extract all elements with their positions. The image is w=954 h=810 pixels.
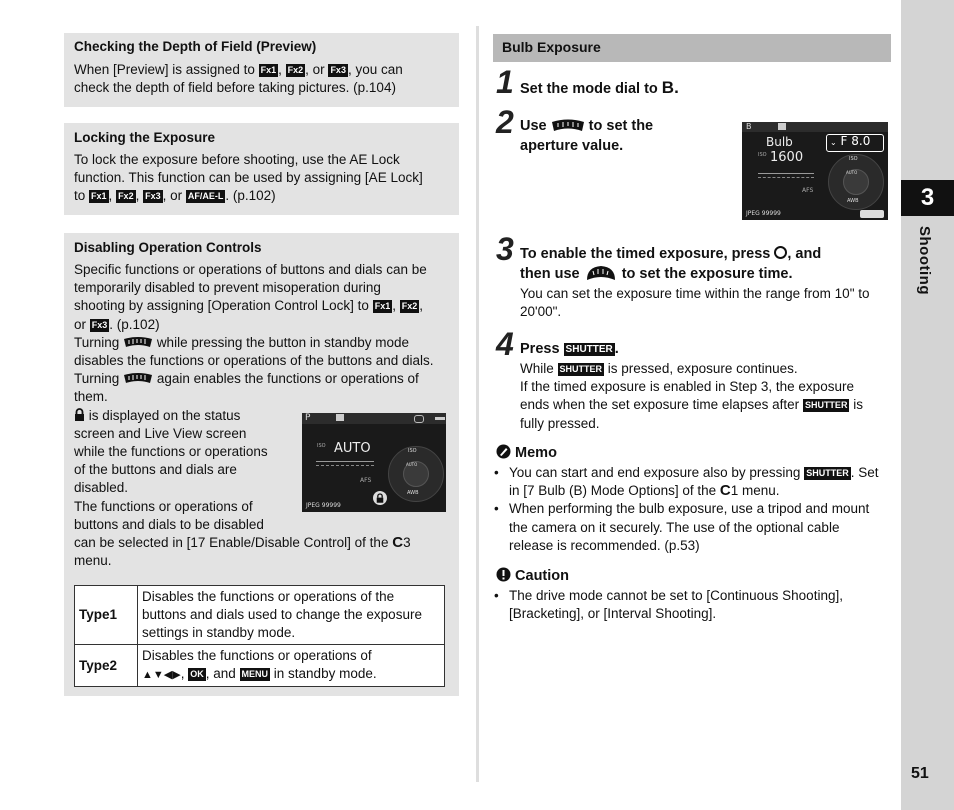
step-number: 2 xyxy=(496,104,514,140)
chapter-sidebar xyxy=(901,0,954,810)
lock-exposure-text: To lock the exposure before shooting, use the AE Lock function. This function can be used by assigning [AE Lock] to Fx1 , Fx2 , Fx3 , or AF/AE-L . (p.102) xyxy=(74,152,423,204)
type-name: Type2 xyxy=(75,645,138,687)
arrow-keys-icon: ▲▼◀▶ xyxy=(142,669,181,681)
step3-text: To enable the timed exposure, press , and then use to set the exposure time. xyxy=(520,246,822,282)
step-number: 4 xyxy=(496,326,514,362)
lock-exposure-title: Locking the Exposure xyxy=(74,130,216,145)
step4-text: Press SHUTTER . xyxy=(520,341,619,357)
status-screen-locked: P ISO AUTO AFS ISO AUTO AWB JPEG 99999 xyxy=(302,413,446,512)
f-value-readout: ⌄ F 8.0 xyxy=(830,134,871,148)
list-item: • You can start and end exposure also by pressing SHUTTER . Set in [7 Bulb (B) Mode Options] of the C1 menu. xyxy=(494,464,890,500)
table-row xyxy=(75,586,445,645)
step-number: 1 xyxy=(496,64,514,100)
list-item: • When performing the bulb exposure, use a tripod and mount the camera on it securely. The use of the optional cable release is recommended. (p.53) xyxy=(494,500,890,555)
section-header: Bulb Exposure xyxy=(493,34,891,62)
rear-dial-icon xyxy=(584,265,618,281)
chapter-number: 3 xyxy=(901,180,954,216)
caution-heading: Caution xyxy=(496,567,569,584)
disable-ops-text: Specific functions or operations of buttons and dials can be temporarily disabled to prevent misoperation during shooting by assigning [Operation Control Lock] to Fx1 , Fx2 , or Fx3 . (p.102) Turning while pressing the button in standby mode disables the functions or operations of the buttons and dials. Turning again enables the functions or operations of them. is displayed on the status screen and Live View screen while the functions or operations of the buttons and dials are disabled. The functions or operations of buttons and dials to be disabled can be selected in [17 Enable/Disable Control] of the C3 menu. xyxy=(74,262,434,569)
lock-icon xyxy=(74,408,85,421)
list-item: • The drive mode cannot be set to [Continuous Shooting], [Bracketing], or [Interval Shooting]. xyxy=(494,587,890,623)
disable-ops-title: Disabling Operation Controls xyxy=(74,240,262,255)
chapter-label: Shooting xyxy=(916,226,933,295)
left-shots: JPEG 99999 xyxy=(306,502,341,509)
bulb-status-screen: B Bulb ⌄ F 8.0 ISO 1600 AFS ISO AUTO AWB JPEG 99999 xyxy=(742,122,888,220)
type-desc: Disables the functions or operations of the buttons and dials used to change the exposure settings in standby mode. xyxy=(138,586,445,645)
c-menu-icon: C xyxy=(719,482,731,500)
lock-icon xyxy=(376,493,384,503)
rear-dial-icon xyxy=(123,372,153,384)
type-name: Type1 xyxy=(75,586,138,645)
memo-icon xyxy=(496,444,511,459)
caution-icon xyxy=(496,567,511,582)
memo-list xyxy=(494,464,890,555)
step3-desc: You can set the exposure time within the range from 10" to 20'00". xyxy=(520,286,870,320)
caution-list xyxy=(494,587,890,623)
preview-title: Checking the Depth of Field (Preview) xyxy=(74,39,317,54)
step1-text: Set the mode dial to B. xyxy=(520,78,679,97)
page-number: 51 xyxy=(911,765,929,782)
front-dial-icon xyxy=(551,118,585,132)
type-desc: Disables the functions or operations of ▲▼◀▶, OK , and MENU in standby mode. xyxy=(138,645,445,687)
right-shots: JPEG 99999 xyxy=(746,210,781,217)
memo-heading: Memo xyxy=(496,444,557,461)
column-divider xyxy=(476,26,479,782)
table-row xyxy=(75,645,445,687)
rear-dial-icon xyxy=(123,336,153,348)
step4-desc: While SHUTTER is pressed, exposure continues. If the timed exposure is enabled in Step 3, the exposure ends when the set exposure time elapses after SHUTTER is fully pressed. xyxy=(520,361,863,431)
preview-text: When [Preview] is assigned to Fx1 , Fx2 , or Fx3 , you can check the depth of field before taking pictures. (p.104) xyxy=(74,62,403,96)
preview-box xyxy=(64,33,459,107)
lock-exposure-box xyxy=(64,123,459,215)
c-menu-icon: C xyxy=(392,534,404,552)
ok-button-icon xyxy=(774,246,787,259)
step-number: 3 xyxy=(496,231,514,267)
step2-text: Use to set the aperture value. xyxy=(520,118,654,154)
lock-types-table xyxy=(74,585,445,687)
